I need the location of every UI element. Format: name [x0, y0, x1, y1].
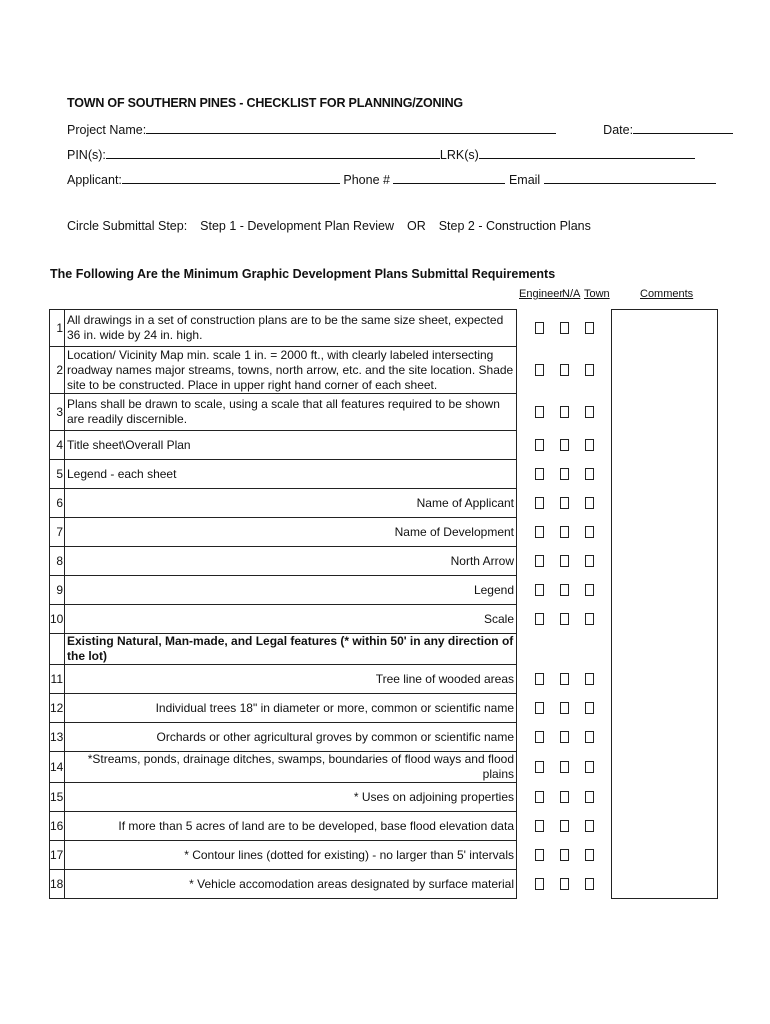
row-description: Scale [65, 605, 517, 634]
checkbox-group [517, 394, 612, 431]
engineer-checkbox[interactable] [535, 322, 544, 334]
requirements-table [49, 309, 718, 899]
engineer-checkbox[interactable] [535, 406, 544, 418]
row-description: Name of Development [65, 518, 517, 547]
row-description: All drawings in a set of construction plans are to be the same size sheet, expected 36 in. wide by 24 in. high. [65, 310, 517, 347]
checkbox-group [517, 576, 612, 605]
project-line [67, 121, 733, 137]
town-checkbox[interactable] [585, 820, 594, 832]
row-description: North Arrow [65, 547, 517, 576]
checkbox-group [517, 431, 612, 460]
row-description: Location/ Vicinity Map min. scale 1 in. = 2000 ft., with clearly labeled intersecting roadway names major streams, towns, north arrow, etc. and the site location. Shade site to be constructed. Place in upper right hand corner of each sheet. [65, 347, 517, 394]
phone-field[interactable] [393, 171, 505, 184]
row-description: Orchards or other agricultural groves by common or scientific name [65, 723, 517, 752]
row-number: 12 [50, 694, 65, 723]
row-description: Legend [65, 576, 517, 605]
town-checkbox[interactable] [585, 526, 594, 538]
checkbox-group [517, 723, 612, 752]
town-checkbox[interactable] [585, 849, 594, 861]
row-description: Legend - each sheet [65, 460, 517, 489]
town-checkbox[interactable] [585, 761, 594, 773]
na-checkbox[interactable] [560, 468, 569, 480]
row-number: 4 [50, 431, 65, 460]
town-checkbox[interactable] [585, 613, 594, 625]
phone-label: Phone # [343, 173, 390, 187]
row-description: *Streams, ponds, drainage ditches, swamps, boundaries of flood ways and flood plains [65, 752, 517, 783]
engineer-checkbox[interactable] [535, 849, 544, 861]
engineer-checkbox[interactable] [535, 673, 544, 685]
engineer-checkbox[interactable] [535, 555, 544, 567]
row-number: 3 [50, 394, 65, 431]
project-name-label: Project Name: [67, 123, 147, 137]
na-checkbox[interactable] [560, 849, 569, 861]
row-number: 17 [50, 841, 65, 870]
na-checkbox[interactable] [560, 322, 569, 334]
row-description: Tree line of wooded areas [65, 665, 517, 694]
checkbox-group [517, 841, 612, 870]
town-checkbox[interactable] [585, 406, 594, 418]
lrk-label: LRK(s) [439, 148, 479, 162]
row-description: * Uses on adjoining properties [65, 783, 517, 812]
or-text: OR [406, 219, 426, 233]
checkbox-group [517, 752, 612, 783]
engineer-checkbox[interactable] [535, 364, 544, 376]
engineer-checkbox[interactable] [535, 584, 544, 596]
table-row [50, 310, 718, 347]
town-checkbox[interactable] [585, 468, 594, 480]
step1-option[interactable]: Step 1 - Development Plan Review [200, 219, 395, 233]
row-number: 16 [50, 812, 65, 841]
page-title: TOWN OF SOUTHERN PINES - CHECKLIST FOR PLANNING/ZONING [67, 96, 463, 110]
town-checkbox[interactable] [585, 673, 594, 685]
row-description: Title sheet\Overall Plan [65, 431, 517, 460]
row-number: 18 [50, 870, 65, 899]
engineer-checkbox[interactable] [535, 439, 544, 451]
checkbox-group [517, 310, 612, 347]
na-checkbox[interactable] [560, 820, 569, 832]
town-checkbox[interactable] [585, 364, 594, 376]
row-description: If more than 5 acres of land are to be developed, base flood elevation data [65, 812, 517, 841]
row-description: Name of Applicant [65, 489, 517, 518]
checkbox-group [517, 347, 612, 394]
town-checkbox[interactable] [585, 584, 594, 596]
engineer-checkbox[interactable] [535, 613, 544, 625]
requirements-heading: The Following Are the Minimum Graphic Development Plans Submittal Requirements [50, 267, 556, 281]
date-label: Date: [603, 123, 634, 137]
section-heading: Existing Natural, Man-made, and Legal features (* within 50' in any direction of the lot) [65, 634, 517, 665]
row-description: * Vehicle accomodation areas designated by surface material [65, 870, 517, 899]
row-number: 7 [50, 518, 65, 547]
engineer-checkbox[interactable] [535, 468, 544, 480]
submittal-step-line [67, 219, 591, 233]
pins-field[interactable] [106, 146, 440, 159]
row-description: Plans shall be drawn to scale, using a scale that all features required to be shown are readily discernible. [65, 394, 517, 431]
checkbox-group [517, 489, 612, 518]
row-number: 14 [50, 752, 65, 783]
town-checkbox[interactable] [585, 731, 594, 743]
applicant-label: Applicant: [67, 173, 122, 187]
row-number: 13 [50, 723, 65, 752]
email-field[interactable] [544, 171, 716, 184]
row-number: 1 [50, 310, 65, 347]
comments-column-header: Comments [640, 288, 694, 300]
row-number: 8 [50, 547, 65, 576]
circle-label: Circle Submittal Step: [67, 219, 188, 233]
row-number: 2 [50, 347, 65, 394]
na-checkbox[interactable] [560, 791, 569, 803]
engineer-checkbox[interactable] [535, 878, 544, 890]
na-checkbox[interactable] [560, 526, 569, 538]
checkbox-group [517, 694, 612, 723]
checkbox-group [517, 870, 612, 899]
applicant-line [67, 171, 716, 187]
email-label: Email [508, 173, 541, 187]
town-column-header: Town [584, 288, 610, 300]
engineer-checkbox[interactable] [535, 731, 544, 743]
row-number: 9 [50, 576, 65, 605]
na-checkbox[interactable] [560, 731, 569, 743]
row-number: 11 [50, 665, 65, 694]
row-description: Individual trees 18" in diameter or more, common or scientific name [65, 694, 517, 723]
engineer-column-header: Engineer [519, 288, 564, 300]
na-checkbox[interactable] [560, 673, 569, 685]
date-field[interactable] [633, 121, 733, 134]
row-description: * Contour lines (dotted for existing) - no larger than 5' intervals [65, 841, 517, 870]
town-checkbox[interactable] [585, 497, 594, 509]
town-checkbox[interactable] [585, 555, 594, 567]
pin-line [67, 146, 695, 162]
na-column-header: N/A [562, 288, 581, 300]
checkbox-group [517, 605, 612, 634]
checkbox-group [517, 547, 612, 576]
engineer-checkbox[interactable] [535, 526, 544, 538]
checkbox-group [517, 460, 612, 489]
checkbox-group [517, 783, 612, 812]
engineer-checkbox[interactable] [535, 761, 544, 773]
checkbox-group [517, 518, 612, 547]
na-checkbox[interactable] [560, 364, 569, 376]
engineer-checkbox[interactable] [535, 791, 544, 803]
engineer-checkbox[interactable] [535, 702, 544, 714]
row-number: 10 [50, 605, 65, 634]
row-number: 5 [50, 460, 65, 489]
na-checkbox[interactable] [560, 878, 569, 890]
na-checkbox[interactable] [560, 439, 569, 451]
step2-option[interactable]: Step 2 - Construction Plans [438, 219, 591, 233]
na-checkbox[interactable] [560, 613, 569, 625]
town-checkbox[interactable] [585, 322, 594, 334]
checkbox-group [517, 812, 612, 841]
engineer-checkbox[interactable] [535, 497, 544, 509]
checkbox-group [517, 665, 612, 694]
town-checkbox[interactable] [585, 791, 594, 803]
na-checkbox[interactable] [560, 406, 569, 418]
applicant-field[interactable] [122, 171, 340, 184]
na-checkbox[interactable] [560, 555, 569, 567]
na-checkbox[interactable] [560, 584, 569, 596]
na-checkbox[interactable] [560, 702, 569, 714]
na-checkbox[interactable] [560, 761, 569, 773]
na-checkbox[interactable] [560, 497, 569, 509]
town-checkbox[interactable] [585, 439, 594, 451]
lrk-field[interactable] [479, 146, 695, 159]
comments-cell[interactable] [612, 310, 718, 899]
project-name-field[interactable] [146, 121, 556, 134]
town-checkbox[interactable] [585, 702, 594, 714]
town-checkbox[interactable] [585, 878, 594, 890]
row-number: 6 [50, 489, 65, 518]
pins-label: PIN(s): [67, 148, 106, 162]
row-number: 15 [50, 783, 65, 812]
engineer-checkbox[interactable] [535, 820, 544, 832]
